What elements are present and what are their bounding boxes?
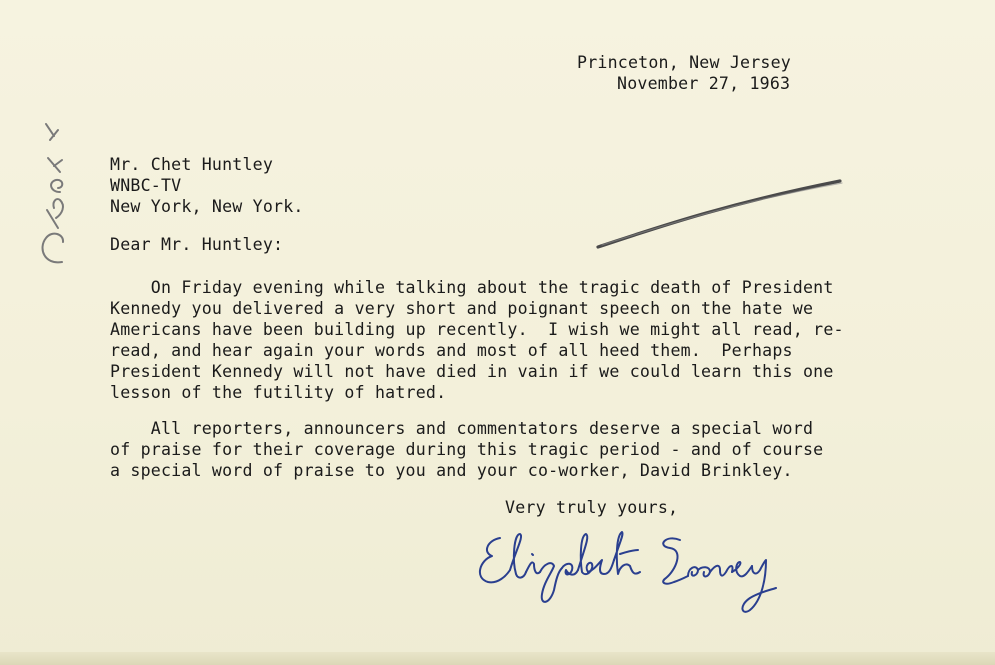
recipient-city: New York, New York. [110,197,304,216]
paragraph1-line: lesson of the futility of hatred. [110,383,447,402]
recipient-name: Mr. Chet Huntley [110,155,274,174]
paragraph2-line: of praise for their coverage during this tragic period - and of course [110,440,824,459]
paragraph2-line: a special word of praise to you and your co-worker, David Brinkley. [110,461,793,480]
recipient-organization: WNBC-TV [110,176,182,195]
paper-edge [0,652,995,665]
closing: Very truly yours, [505,498,679,517]
margin-pencil-annotation [30,100,80,270]
paragraph1-line: Kennedy you delivered a very short and poignant speech on the hate we [110,299,814,318]
paragraph2-line: All reporters, announcers and commentators deserve a special word [110,419,814,438]
pencil-mark [590,175,850,255]
letter-date: November 27, 1963 [617,74,791,93]
paragraph1-line: On Friday evening while talking about the tragic death of President [110,278,834,297]
paragraph1-line: read, and hear again your words and most of all heed them. Perhaps [110,341,793,360]
paragraph1-line: Americans have been building up recently. I wish we might all read, re- [110,320,844,339]
paragraph1-line: President Kennedy will not have died in vain if we could learn this one [110,362,834,381]
handwritten-signature [470,520,790,620]
salutation: Dear Mr. Huntley: [110,235,284,254]
letter-place: Princeton, New Jersey [577,53,791,72]
